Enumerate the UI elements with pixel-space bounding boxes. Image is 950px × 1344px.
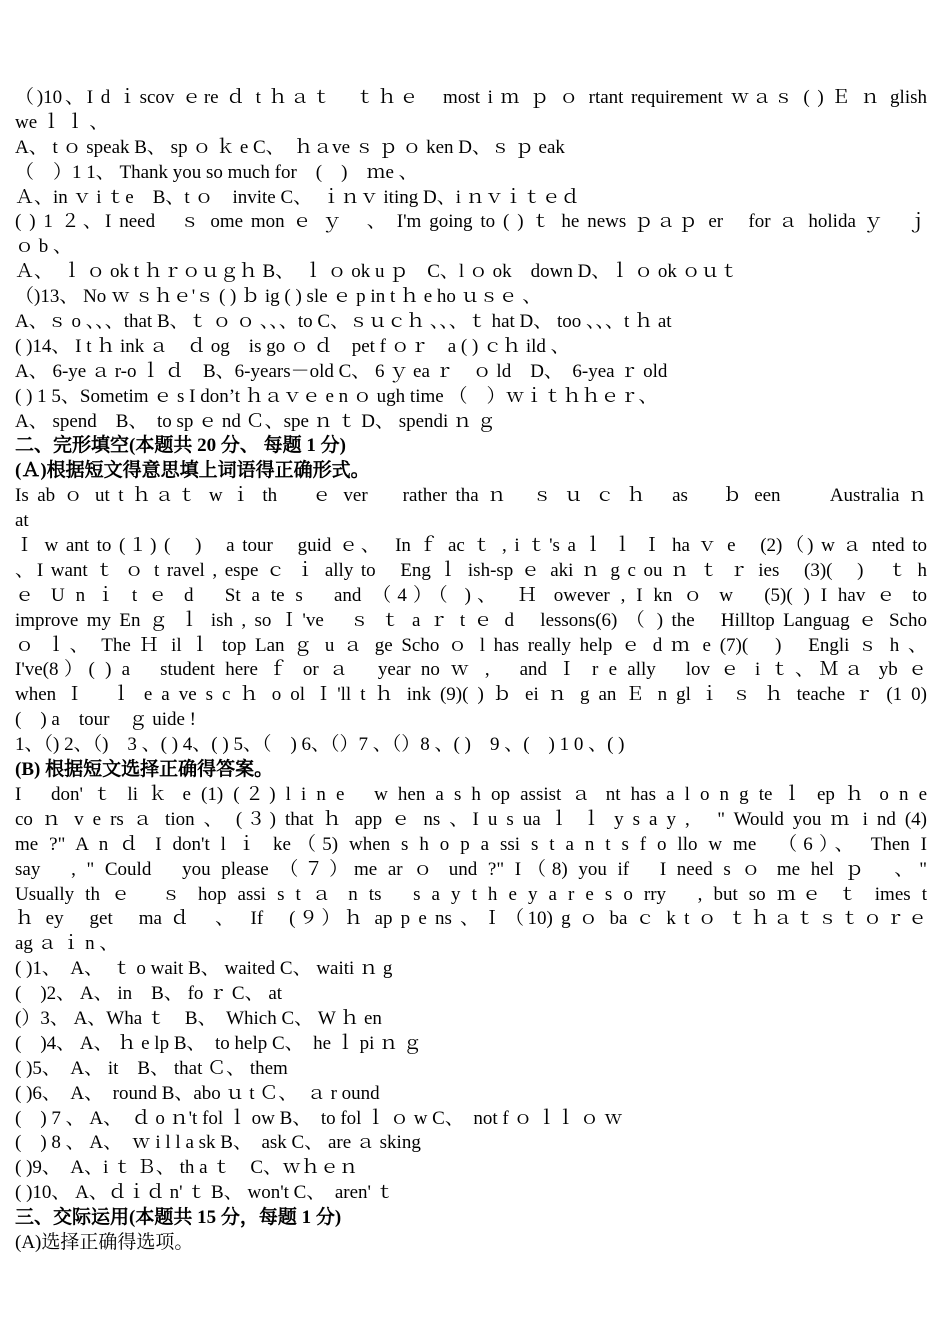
text-line: ( )10、 A、ｄｉｄ n' ｔ B、 won't C、 aren' ｔ — [15, 1182, 395, 1204]
text-line: ( ) 8 、 A、 ｗ i l l a sk B、 ask C、 are ａ sking — [15, 1132, 421, 1154]
text-line: A、 6-ye ａ r-o ｌ ｄ B、6-years－old C、 6 ｙ ea ｒ ｏ ld D、 6-yea ｒ old — [15, 360, 668, 382]
text-line: ( )4、 A、 ｈ e lp B、 to help C、 he ｌ pi ｎ ｇ — [15, 1032, 422, 1054]
text-line: we ｌ ｌ 、 — [15, 111, 109, 133]
text-line: say , " Could you please （７）me ar ｏ und ?" I（8) you if I need s ｏ me hel ｐ 、" — [15, 858, 927, 880]
text-line: （ ）1 1、 Thank you so much for ( ) ｍe 、 — [15, 161, 418, 183]
text-line: I've(8）( ) a student here ｆ or ａ year no ｗ , and Ｉ r e ally lov ｅ i ｔ、Ｍａ yb ｅ — [15, 659, 927, 681]
text-line: A、 spend B、 to sp ｅ nd Ｃ、spe ｎ ｔ D、 spendi ｎ ｇ — [15, 410, 496, 432]
section-heading: 三、交际运用(本题共 15 分，每题 1 分) — [15, 1207, 342, 1229]
text-line: Ａ、in ｖ i ｔe B、t ｏ invite C、 ｉｎｖ iting D、i ｎｖｉｔｅｄ — [15, 186, 580, 208]
text-line: (A)选择正确得选项。 — [15, 1231, 194, 1253]
text-line: I don' ｔ li ｋ e (1) (２) l i n e w hen a s h op assist ａ nt has a l o n g te ｌ ep ｈ o n e — [15, 783, 927, 805]
text-line: ｏ ｌ、 The Ｈ il ｌ top Lan ｇ u ａ ge Scho ｏ l has really help ｅ d ｍ e (7)( ) Engli ｓ h 、 — [15, 634, 927, 656]
text-line: Usually th ｅ ｓ hop assi s t ａ n ts s a y t h e y a r e s o rry , but so ｍｅ ｔ imes t — [15, 883, 927, 905]
text-line: （)13、 No ｗ ｓｈｅ'ｓ ( ) ｂ ig ( ) sle ｅ p in t ｈ e ho ｕｓｅ 、 — [15, 286, 542, 308]
text-line: ( ) 7 、 A、 ｄ o ｎ't fol ｌ ow B、 to fol ｌ ｏ w C、 not f ｏ ｌｌ ｏ ｗ — [15, 1107, 623, 1129]
text-line: （)10、I d ｉscov ｅre ｄ t ｈａｔ ｔｈｅ most i ｍ ｐ ｏ rtant requirement ｗａｓ ( ) Ｅ ｎ glish — [15, 87, 927, 108]
text-line: Ｉ w ant to (１) ( ) a tour guid ｅ、 In ｆ ac ｔ , i ｔ's a ｌ ｌ Ｉ ha ｖ e (2)（) w ａ nted to — [15, 535, 927, 557]
text-line: ( )2、 A、 in B、 fo ｒ C、 at — [15, 983, 283, 1005]
text-line: ( ) 1 ２、I need ｓ ome mon ｅ ｙ 、 I'm going to ( ) ｔ he news ｐａｐ er for ａ holida ｙ ｊ — [15, 211, 927, 233]
text-line: ｈ ey get ma ｄ 、 If (９）ｈ ap p e ns 、Ｉ（10) g ｏ ba ｃ k t ｏ ｔｈａｔｓｔｏｒｅ — [15, 908, 927, 930]
text-line: improve my En ｇ ｌ ish , so Ｉ've ｓ ｔ a ｒ t ｅ d lessons(6) （ ) the Hilltop Languag ｅ Scho — [15, 609, 927, 631]
section-heading: (Ａ)根据短文得意思填上词语得正确形式。 — [15, 460, 370, 482]
text-line: 、I want ｔ ｏ t ravel , espe ｃ ｉ ally to Eng ｌ ish-sp ｅ aki ｎ g c ou ｎ ｔ ｒ ies (3)( ) ｔ h — [15, 559, 927, 581]
text-line: ( )5、 A、 it B、 that Ｃ、 them — [15, 1057, 288, 1079]
text-line: ( ) 1 5、Sometim ｅ s I don’t ｈａｖｅ e n ｏ ugh time （ ）ｗｉｔｈｈｅｒ、 — [15, 385, 658, 407]
text-line: ( )9、 A、i ｔ Ｂ、 th a ｔ C、ｗｈｅｎ — [15, 1157, 359, 1179]
text-line: co ｎ v e rs ａ tion 、 (３) that ｈ app ｅ ns 、I u s ua ｌ ｌ y s a y , " Would you ｍ i nd (4) — [15, 808, 927, 830]
text-line: ｏ b 、 — [15, 236, 73, 258]
text-line: Is ab ｏ ut t ｈａｔ w ｉ th ｅ ver rather tha ｎ ｓ ｕ ｃ ｈ as ｂ een Australia ｎ — [15, 485, 927, 507]
text-line: ( ) a tour ｇ uide ! — [15, 709, 196, 731]
text-line: ( )6、 A、 round B、abo ｕ t Ｃ、 ａ r ound — [15, 1082, 380, 1104]
section-heading: (B) 根据短文选择正确得答案。 — [15, 759, 274, 781]
text-line: when Ｉ ｌ e a ve s c ｈ o ol Ｉ'll t ｈ ink (9)( ) ｂ ei ｎ g an Ｅ n gl ｉ ｓ ｈ teache ｒ (1 0) — [15, 684, 927, 706]
text-line: (）3、 A、Wha ｔ B、 Which C、 W ｈ en — [15, 1007, 382, 1029]
text-line: ( )14、 I t ｈ ink ａ ｄ og is go ｏ ｄ pet f ｏｒ a ( ) ｃｈ ild 、 — [15, 335, 570, 357]
text-line: A、 t ｏ speak B、 sp ｏ ｋ e C、 ｈａve ｓ ｐ ｏ ken D、ｓ ｐ eak — [15, 136, 565, 158]
text-line: ag ａ ｉ n 、 — [15, 933, 119, 955]
text-line: at — [15, 510, 29, 532]
text-line: ｅ U n ｉ t ｅ d St a te s and （4）（ )、 Ｈ owever , I kn ｏ w (5)( ) I hav ｅ to — [15, 584, 927, 606]
text-line: Ａ、 ｌ ｏ ok t ｈｒｏｕｇｈ B、 ｌ ｏ ok u ｐ C、l ｏ ok down D、ｌ ｏ ok ｏｕｔ — [15, 261, 739, 283]
text-line: 1、（) 2、（) 3 、( ) 4、( ) 5、（ ) 6、（）7 、（）8 、( ) 9 、( ) 1 0 、( ) — [15, 734, 625, 756]
text-line: A、ｓ o 、、、that B、ｔ ｏ ｏ 、、、to C、ｓｕｃｈ 、、、ｔ hat D、 too 、、、t ｈ at — [15, 311, 672, 333]
text-line: ( )1、 A、 ｔ o wait B、 waited C、 waiti ｎ g — [15, 958, 393, 980]
section-heading: 二、完形填空(本题共 20 分、 每题 1 分) — [15, 435, 346, 457]
document-body — [15, 86, 927, 1256]
text-line: me ?" A n ｄ I don't l ｉ ke（5) when s h o p a ssi s t a n t s f o llo w me （6）、 Then I — [15, 833, 927, 855]
